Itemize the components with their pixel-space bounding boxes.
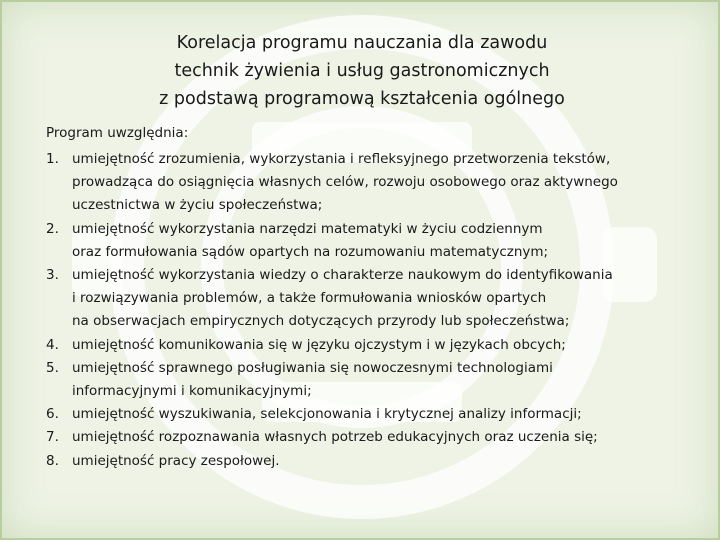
list-item-text: umiejętność komunikowania się w języku ojczystym i w językach obcych; [72,336,566,353]
list-item-text: oraz formułowania sądów opartych na rozumowaniu matematycznym; [72,243,549,260]
list-item-text: umiejętność wykorzystania narzędzi matematyki w życiu codziennym [72,220,543,237]
title-line-2: technik żywienia i usług gastronomicznych [174,61,550,81]
list-item-number: 6. [46,406,59,423]
list-item-number: 1. [46,151,59,167]
list-item-number: 4. [46,336,59,353]
list-item-text: umiejętność sprawnego posługiwania się nowoczesnymi technologiami [72,359,553,376]
list-item-text: prowadząca do osiągnięcia własnych celów, rozwoju osobowego oraz aktywnego [72,174,618,191]
list-item-number: 7. [46,429,59,446]
list-item [46,426,686,449]
list-item [46,334,686,357]
list-item [46,148,686,218]
list-item-text: uczestnictwa w życiu społeczeństwa; [72,197,323,214]
list-item [46,403,686,426]
list-item-number: 8. [46,452,59,469]
list-item [46,357,686,403]
list-item-number: 3. [46,267,59,284]
list-item [46,218,686,264]
list-item-text: i rozwiązywania problemów, a także formułowania wniosków opartych [72,290,547,307]
list-item-text: umiejętność wyszukiwania, selekcjonowania i krytycznej analizy informacji; [72,406,582,423]
list-item-text: umiejętność pracy zespołowej. [72,452,280,469]
title-line-3: z podstawą programową kształcenia ogólnego [159,89,565,109]
list-item-text: umiejętność rozpoznawania własnych potrzeb edukacyjnych oraz uczenia się; [72,429,598,446]
list-item [46,450,686,473]
page-title [42,29,682,113]
list-item [46,264,686,334]
list-item-text: informacyjnymi i komunikacyjnymi; [72,383,312,400]
slide-content [2,2,720,540]
list-item-number: 5. [46,359,59,376]
intro-text: Program uwzględnia: [46,125,189,141]
list-item-text: na obserwacjach empirycznych dotyczących przyrody lub społeczeństwa; [72,313,570,330]
skills-list [46,148,686,473]
title-line-1: Korelacja programu nauczania dla zawodu [176,33,548,53]
list-item-text: umiejętność zrozumienia, wykorzystania i refleksyjnego przetworzenia tekstów, [72,151,611,167]
list-item-number: 2. [46,220,59,237]
list-item-text: umiejętność wykorzystania wiedzy o charakterze naukowym do identyfikowania [72,267,613,284]
